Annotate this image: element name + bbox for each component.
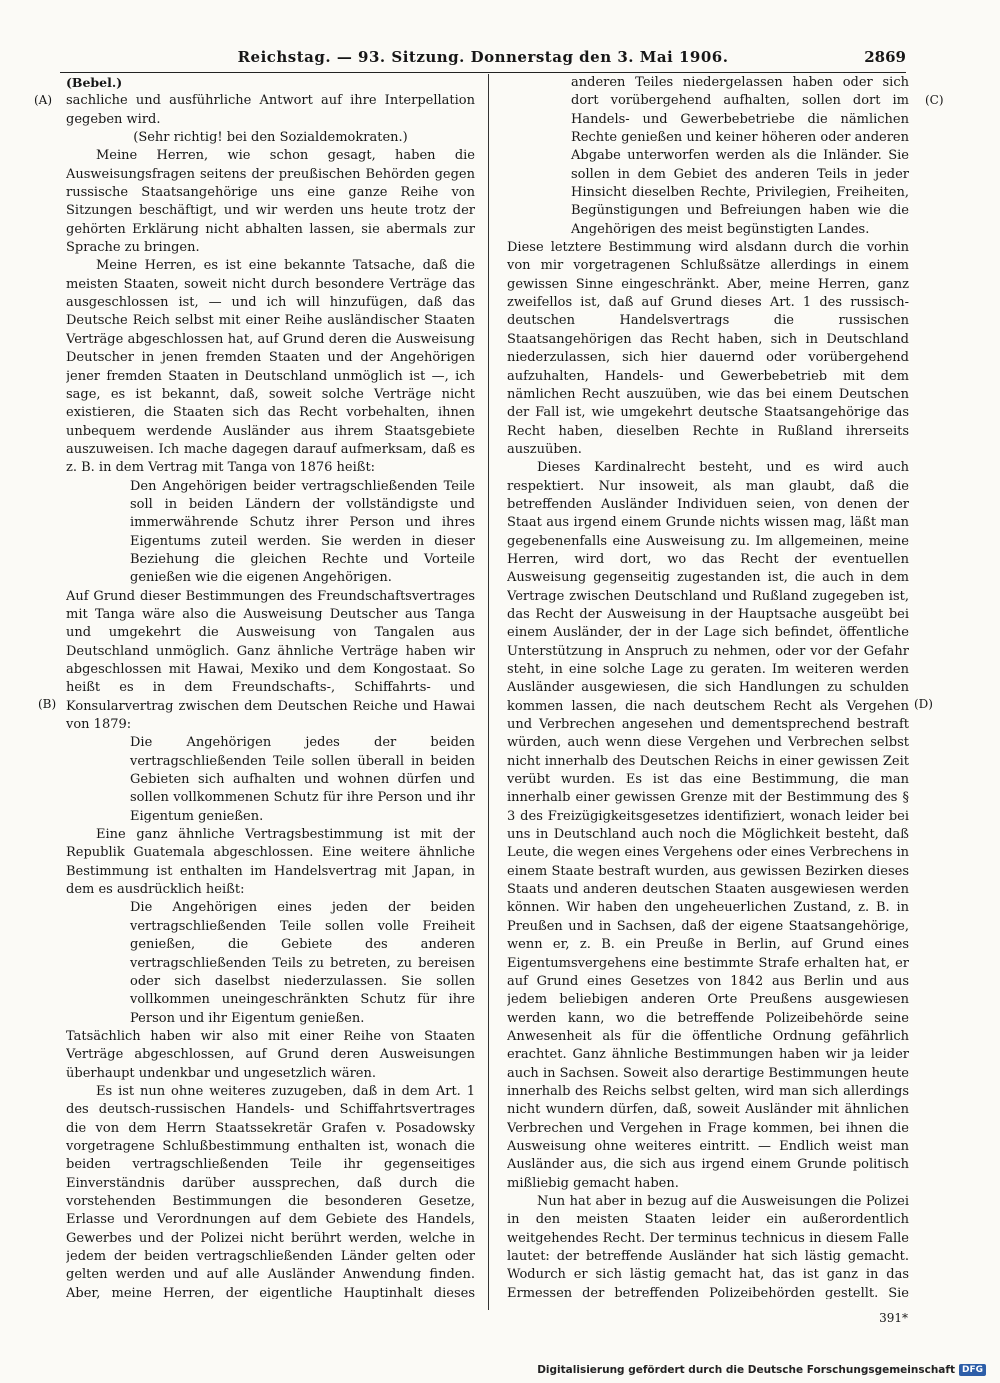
margin-marker-b: (B) [38,697,57,711]
footer-credit [537,1364,986,1376]
paragraph: Auf Grund dieser Bestimmungen des Freundschaftsvertrages mit Tanga wäre also die Ausweisung Deutscher aus Tanga und umgekehrt die Ausweisung von Tangalen aus Deutschland unmöglich. Ganz ähnliche Verträge haben wir abgeschlossen mit Hawai, Mexiko und dem Kongostaat. So heißt es in dem Freundschafts-, Schiffahrts- und Konsularvertrag zwischen dem Deutschen Reiche und Hawai von 1879: [66,588,475,733]
quotation: Die Angehörigen eines jeden der beiden vertragschließenden Teile sollen volle Freiheit genießen, die Gebiete des anderen vertragschließenden Teils zu betreten, zu bereisen oder sich daselbst niederzulassen. Sie sollen vollkommen uneingeschränkten Schutz für ihre Person und ihr Eigentum genießen. [130,900,475,1026]
page-number: 2869 [864,48,906,66]
paragraph: Es ist nun ohne weiteres zuzugeben, daß in dem Art. 1 des deutsch-russischen Handels- und Schiffahrtsvertrages die von dem Herrn Staatssekretär Grafen v. Posadowsky vorgetragene Schlußbestimmung enthalten ist, wonach die beiden vertragschließenden Teile ihr gegenseitiges Einverständnis darüber aussprechen, daß durch die vorstehenden Bestimmungen die besonderen Gesetze, Erlasse und Verordnungen auf dem Gebiete des Handels, Gewerbes und der Polizei nicht berührt werden, welche in jedem der beiden vertragschließenden Länder gelten oder gelten werden und auf alle Ausländer Anwendung finden. Aber, meine Herren, der eigentliche Hauptinhalt dieses [66,1083,475,1299]
margin-marker-a: (A) [34,93,53,107]
margin-marker-c: (C) [925,93,944,107]
interjection: (Sehr richtig! bei den Sozialdemokraten.) [133,130,408,146]
quotation: anderen Teiles niedergelassen haben oder sich dort vorübergehend aufhalten, sollen dort im Handels- und Gewerbebetriebe die nämlichen Rechte genießen und keiner höheren oder anderen Abgabe unterworfen werden als die Inländer. Sie sollen in dem Gebiet des anderen Teils in jeder Hinsicht dieselben Rechte, Privilegien, Freiheiten, Begünstigungen und Befreiungen haben wie die Angehörigen des meist begünstigten Landes. [571,75,909,237]
paragraph: Dieses Kardinalrecht besteht, und es wird auch respektiert. Nur insoweit, als man glaubt, daß die betreffenden Ausländer Individuen seien, von denen der Staat aus irgend einem Grunde nichts wissen mag, läßt man gegebenenfalls eine Ausweisung zu. Im allgemeinen, meine Herren, wird dort, wo das Recht der eventuellen Ausweisung gegenseitig zugestanden ist, die auch in dem Vertrage zwischen Deutschland und Rußland zugegeben ist, das Recht der Ausweisung in der Hauptsache ausgeübt bei einem Ausländer, der in der Lage sich befindet, öffentliche Unterstützung in Anspruch zu nehmen, oder vor der Gefahr steht, in eine solche Lage zu geraten. Im weiteren werden Ausländer ausgewiesen, die sich Handlungen zu schulden kommen lassen, die nach deutschem Recht als Vergehen und Verbrechen angesehen und dementsprechend bestraft würden, auch wenn diese Vergehen und Verbrechen selbst nicht innerhalb des Deutschen Reichs in einer gewissen Zeit verübt wurden. Es ist das eine Bestimmung, die man innerhalb einer gewissen Grenze mit der Bestimmung des § 3 des Freizügigkeitsgesetzes identifiziert, wonach leider bei uns in Deutschland auch noch die Möglichkeit besteht, daß Leute, die wegen eines Vergehens oder eines Verbrechens in einem Staate bestraft wurden, aus gewissen Bezirken dieses Staats und anderen deutschen Staaten ausgewiesen werden können. Wir haben den ungeheuerlichen Zustand, z. B. in Preußen und in Sachsen, daß der eigene Staatsangehörige, wenn er, z. B. ein Preuße in Berlin, auf Grund eines Eigentumsvergehens eine bestimmte Strafe erhalten hat, er auf Grund eines Gesetzes von 1842 aus Berlin und aus jedem beliebigen anderen Orte Preußens ausgewiesen werden kann, wo die betreffende Polizeibehörde seine Anwesenheit als für die öffentliche Ordnung gefährlich erachtet. Ganz ähnliche Bestimmungen haben wir ja leider auch in Sachsen. Soweit also derartige Bestimmungen heute innerhalb des Reichs selbst gelten, wird man sich allerdings nicht wundern dürfen, daß, soweit Ausländer mit ähnlichen Verbrechen und Vergehen in Frage kommen, bei ihnen die Ausweisung ohne weiteres eintritt. — Endlich weist man Ausländer aus, die sich aus irgend einem Grunde politisch mißliebig gemacht haben. [507,460,909,1191]
funding-note: Digitalisierung gefördert durch die Deutsche Forschungsgemeinschaft [537,1364,955,1376]
column-divider [488,74,489,1310]
paragraph: Nun hat aber in bezug auf die Ausweisungen die Polizei in den meisten Staaten leider ein außerordentlich weitgehendes Recht. Der terminus technicus in diesem Falle lautet: der betreffende Ausländer hat sich lästig gemacht. Wodurch er sich lästig gemacht hat, das ist ganz in das Ermessen der betreffenden Polizeibehörden gestellt. Sie [507,1193,909,1299]
speaker-name: (Bebel.) [66,75,123,90]
paragraph: sachliche und ausführliche Antwort auf ihre Interpellation gegeben wird. [66,93,475,127]
quotation: Die Angehörigen jedes der beiden vertragschließenden Teile sollen überall in beiden Gebieten sich aufhalten und wohnen dürfen und sollen vollkommenen Schutz für ihre Person und ihr Eigentum genießen. [130,735,475,824]
quotation: Den Angehörigen beider vertragschließenden Teile soll in beiden Ländern der vollständigste und immerwährende Schutz ihrer Person und ihres Eigentums zuteil werden. Sie werden in dieser Beziehung die gleichen Rechte und Vorteile genießen wie die eigenen Angehörigen. [130,478,475,586]
page-header [60,48,906,73]
paragraph: Eine ganz ähnliche Vertragsbestimmung ist mit der Republik Guatemala abgeschlossen. Eine weitere ähnliche Bestimmung ist enthalten im Handelsvertrag mit Japan, in dem es ausdrücklich heißt: [66,827,475,898]
paragraph: Meine Herren, wie schon gesagt, haben die Ausweisungsfragen seitens der preußischen Behörden gegen russische Staatsangehörige uns eine ganze Reihe von Sitzungen beschäftigt, und wir werden uns heute trotz der gehörten Erklärung nicht abhalten lassen, sie abermals zur Sprache zu bringen. [66,148,475,256]
paragraph: Diese letztere Bestimmung wird alsdann durch die vorhin von mir vorgetragenen Schlußsätze allerdings in einem gewissen Sinne eingeschränkt. Aber, meine Herren, ganz zweifellos ist, daß auf Grund dieses Art. 1 des russisch-deutschen Handelsvertrags die russischen Staatsangehörigen das Recht haben, sich in Deutschland niederzulassen, sich hier dauernd oder vorübergehend aufzuhalten, Handels- und Gewerbebetrieb mit dem nämlichen Recht auszuüben, wie das bei einem Deutschen der Fall ist, wie umgekehrt deutsche Staatsangehörige das Recht haben, dieselben Rechte in Rußland ihrerseits auszuüben. [507,240,909,457]
margin-marker-d: (D) [914,697,933,711]
paragraph: Meine Herren, es ist eine bekannte Tatsache, daß die meisten Staaten, soweit nicht durch besondere Verträge das ausgeschlossen ist, — und ich will hinzufügen, daß das Deutsche Reich selbst mit einer Reihe ausländischer Staaten Verträge abgeschlossen hat, auf Grund deren die Ausweisung Deutscher in jenen fremden Staaten und der Angehörigen jener fremden Staaten in Deutschland unmöglich ist —, ich sage, es ist bekannt, daß, soweit solche Verträge nicht existieren, die Staaten sich das Recht vorbehalten, ihnen unbequem werdende Ausländer aus ihrem Staatsgebiete auszuweisen. Ich mache dagegen darauf aufmerksam, daß es z. B. in dem Vertrag mit Tanga von 1876 heißt: [66,258,475,476]
left-column [66,74,475,1299]
right-column [507,74,909,1299]
sheet-signature: 391* [879,1311,908,1325]
running-title: Reichstag. — 93. Sitzung. Donnerstag den 3. Mai 1906. [237,48,729,66]
paragraph: Tatsächlich haben wir also mit einer Reihe von Staaten Verträge abgeschlossen, auf Grund deren Ausweisungen überhaupt undenkbar und ungesetzlich wären. [66,1028,475,1081]
dfg-logo-icon: DFG [959,1364,986,1376]
